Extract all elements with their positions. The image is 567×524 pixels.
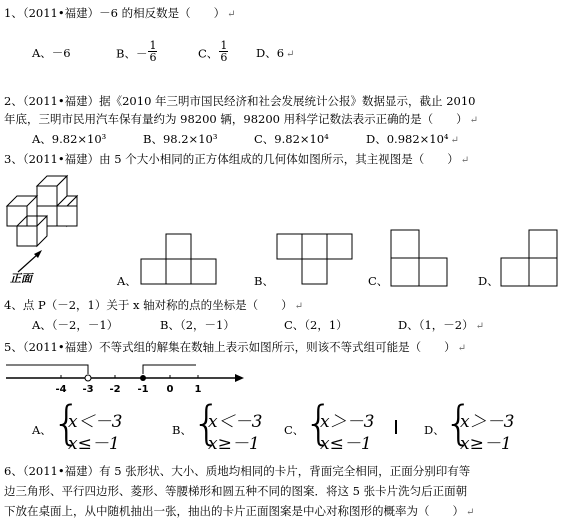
tick-label: 1 — [194, 384, 202, 395]
tick-label: -4 — [55, 384, 67, 395]
q3-stem: 3、（2011•福建）由 5 个大小相同的正方体组成的几何体如图所示，其主视图是（ ） ↵ — [4, 152, 470, 166]
number-line-figure — [0, 356, 250, 400]
inequality-2: x≥－1 — [460, 434, 512, 454]
option-label: C、 — [284, 423, 305, 437]
option-label: B、 — [172, 423, 192, 437]
q3-option-a-figure — [136, 232, 226, 292]
q4-stem: 4、点 P（－2，1）关于 x 轴对称的点的坐标是（ ） ↵ — [4, 298, 304, 312]
q2-option-c: C、9.82×10⁴ — [254, 132, 329, 146]
inequality-1: x＜－3 — [208, 412, 263, 432]
q2-option-a: A、9.82×10³ — [32, 132, 107, 146]
q1-option-c: C、 $\frac{1}{6}$ — [198, 39, 228, 64]
q2-option-d: D、0.982×10⁴ ↵ — [366, 132, 459, 146]
brace-icon: { — [444, 396, 474, 450]
brace-icon: { — [304, 396, 334, 450]
q3-option-b-label: B、 — [254, 274, 274, 288]
q1-option-a: A、－6 — [32, 46, 71, 60]
inequality-2: x≥－1 — [208, 434, 260, 454]
inequality-2: x≤－1 — [68, 434, 120, 454]
front-label: 正面 — [10, 272, 32, 285]
tick-label: 0 — [166, 384, 174, 395]
q1-stem: 1、（2011•福建）－6 的相反数是（ ） ↵ — [4, 6, 236, 20]
q5-option-d — [424, 396, 544, 454]
cube-solid-figure — [4, 168, 114, 260]
q6-stem-line-3: 下放在桌面上，从中随机抽出一张，抽出的卡片正面图案是中心对称图形的概率为（ ） ↵ — [4, 504, 475, 518]
q5-stem: 5、（2011•福建）不等式组的解集在数轴上表示如图所示，则该不等式组可能是（ ） ↵ — [4, 340, 467, 354]
tick-label: -2 — [109, 384, 121, 395]
q6-stem-line-2: 边三角形、平行四边形、菱形、等腰梯形和圆五种不同的图案．将这 5 张卡片洗匀后正面朝 — [4, 484, 468, 498]
q4-option-d: D、（1，－2） ↵ — [398, 318, 484, 332]
q6-stem-line-1: 6、（2011•福建）有 5 张形状、大小、质地均相同的卡片，背面完全相同，正面分别印有等 — [4, 464, 471, 478]
q2-stem-line-1: 2、（2011•福建）据《2010 年三明市国民经济和社会发展统计公报》数据显示，截止 2010 — [4, 94, 476, 108]
q1-option-b: B、－ $\frac{1}{6}$ — [116, 39, 157, 64]
q5-option-a — [32, 396, 142, 454]
tick-label: -1 — [137, 384, 149, 395]
option-label: D、 — [424, 423, 445, 437]
brace-icon: { — [192, 396, 222, 450]
text-cursor — [395, 420, 397, 434]
q5-option-b — [172, 396, 282, 454]
q3-option-c-label: C、 — [368, 274, 389, 288]
inequality-1: x＜－3 — [68, 412, 123, 432]
q2-stem-line-2: 年底，三明市民用汽车保有量约为 98200 辆，98200 用科学记数法表示正确的是（ ） ↵ — [4, 112, 479, 126]
brace-icon: { — [52, 396, 82, 450]
q1-option-d: D、6 ↵ — [256, 46, 295, 60]
q3-option-d-figure — [496, 228, 566, 292]
q4-option-c: C、（2，1） — [284, 318, 348, 332]
q4-option-b: B、（2，－1） — [160, 318, 235, 332]
tick-label: -3 — [82, 384, 94, 395]
q3-option-b-figure — [272, 232, 362, 292]
inequality-1: x＞－3 — [320, 412, 375, 432]
q3-option-c-figure — [386, 228, 456, 292]
q5-option-c — [284, 396, 394, 454]
q2-option-b: B、98.2×10³ — [143, 132, 218, 146]
q3-option-d-label: D、 — [478, 274, 499, 288]
inequality-2: x≤－1 — [320, 434, 372, 454]
option-label: A、 — [32, 423, 52, 437]
q3-option-a-label: A、 — [117, 274, 137, 288]
q4-option-a: A、（－2，－1） — [32, 318, 119, 332]
inequality-1: x＞－3 — [460, 412, 515, 432]
